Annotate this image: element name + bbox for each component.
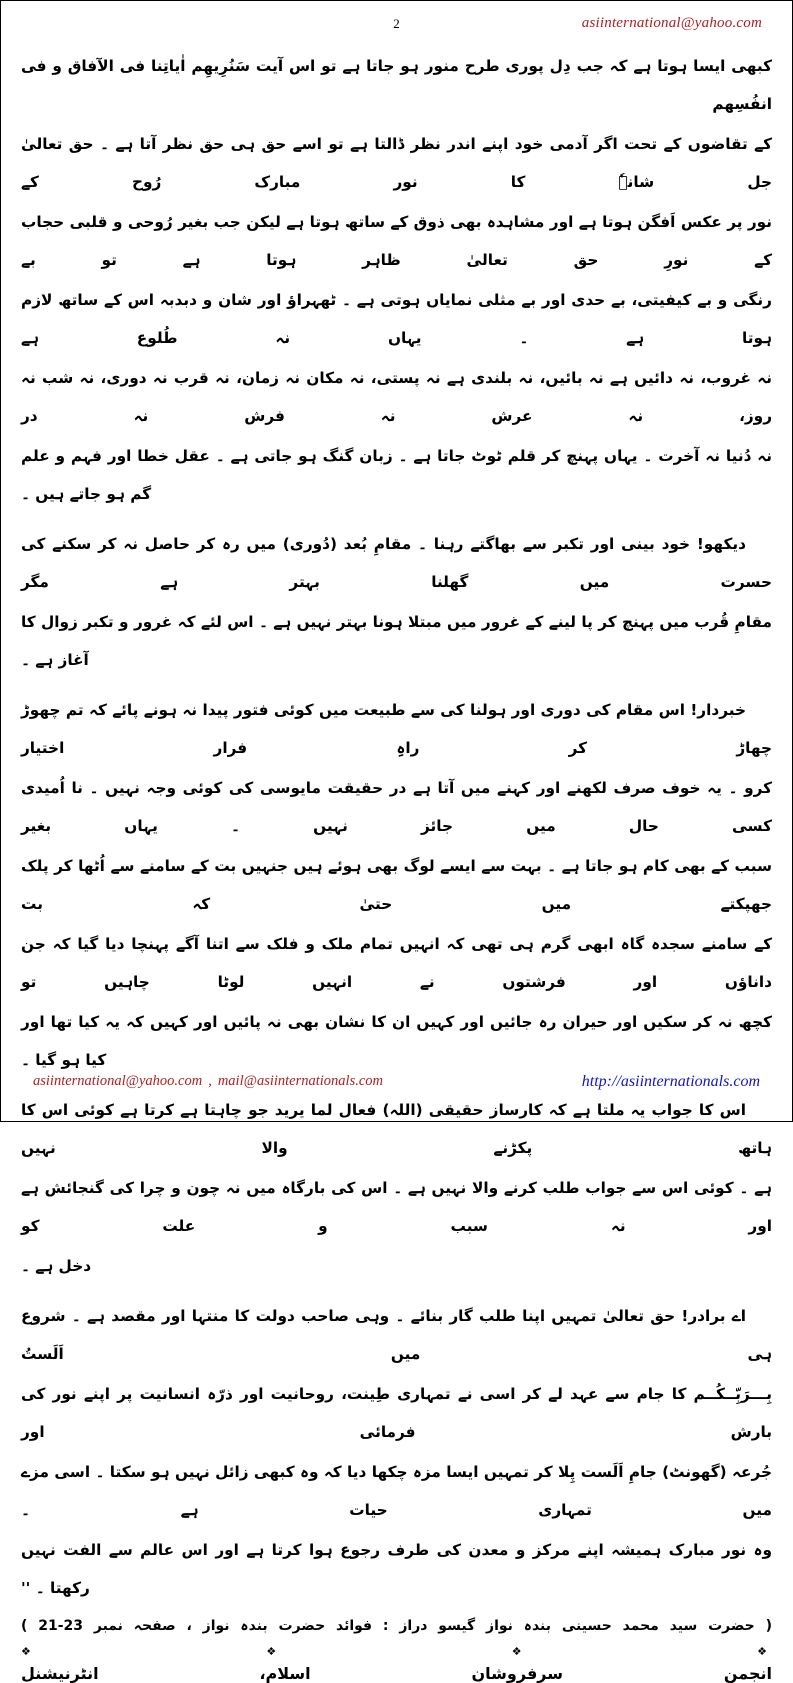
footer-emails (33, 1073, 383, 1090)
paragraph-gap (21, 681, 772, 691)
paragraph-line: اے برادر! حق تعالیٰ تمہیں اپنا طلب گار بنائے ۔ وہی صاحب دولت کا منتہا اور مقصد ہے ۔ شروع ہی میں اَلَستُ (21, 1307, 772, 1363)
page-header (15, 15, 778, 41)
paragraph-gap (21, 1287, 772, 1297)
paragraph-line: جُرعہ (گھونٹ) جامِ اَلَست پِلا کر تمہیں ایسا مزہ چکھا دیا کہ وہ کبھی زائل نہیں ہو سکتا ۔ اسی مزے میں تمہاری حیات ہے ۔ (21, 1463, 772, 1519)
paragraph-line: وہ نور مبارک ہمیشہ اپنے مرکز و معدن کی طرف رجوع ہوا کرتا ہے اور اس عالم سے الفت نہیں رکھتا ۔ '' (21, 1541, 772, 1597)
paragraph-line: کے سامنے سجدہ گاہ ابھی گرم ہی تھی کہ انہیں تمام ملک و فلک سے اتنا آگے پہنچا دیا گیا کہ جن داناؤں اور فرشتوں نے انہیں لوٹا چاہیں تو (21, 935, 772, 991)
footer-email-separator: , (208, 1073, 212, 1089)
paragraph-line: کبھی ایسا ہوتا ہے کہ جب دِل پوری طرح منور ہو جاتا ہے تو اس آیت سَنُرِیھِم اٰیاتِنا فی الآفاق و فی انفُسِھم (21, 57, 772, 113)
paragraph-line: ہے ۔ کوئی اس سے جواب طلب کرنے والا نہیں ہے ۔ اس کی بارگاہ میں نہ چون و چرا کی گنجائش ہے اور نہ سبب و علت کو (21, 1179, 772, 1235)
header-email: asiinternational@yahoo.com (581, 15, 762, 31)
page-inner (15, 15, 778, 1683)
paragraph-line: بِـــرَبِّــکُــم کا جام سے عہد لے کر اسی نے تمہاری طِینت، روحانیت اور ذرّہ انسانیت پر اپنے نور کی بارش فرمائی اور (21, 1385, 772, 1441)
paragraph-line: کرو ۔ یہ خوف صرف لکھنے اور کہنے میں آتا ہے در حقیقت مایوسی کی کوئی وجہ نہیں ۔ نا اُمیدی کسی حال میں جائز نہیں ۔ یہاں بغیر (21, 779, 772, 835)
paragraph-line: نہ غروب، نہ دائیں ہے نہ بائیں، نہ بلندی ہے نہ پستی، نہ مکان نہ زمان، نہ قرب نہ دوری، نہ شب نہ روز، نہ عرش نہ فرش نہ در (21, 369, 772, 425)
organization-name: انجمن سرفروشانِ اسلام، انٹرنیشنل (21, 1664, 772, 1683)
paragraph-line: سبب کے بھی کام ہو جاتا ہے ۔ بہت سے ایسے لوگ بھی ہوئے ہیں جنہیں بت کے سامنے سے اُٹھا کر پلک جھپکتے میں حتیٰ کہ بت (21, 857, 772, 913)
paragraph-line: دخل ہے ۔ (21, 1257, 92, 1275)
paragraph-line: کے تقاضوں کے تحت اگر آدمی خود اپنے اندر نظر ڈالتا ہے تو اسے حق ہی حق نظر آتا ہے ۔ حق تعالیٰ جل شانہٗ کا نور مبارک رُوح کے (21, 135, 772, 191)
diamond-divider-icon: ❖ ❖ ❖ ❖ (21, 1645, 772, 1658)
paragraph-line: اس کا جواب یہ ملتا ہے کہ کارساز حقیقی (اللہ) فعال لما یرید جو چاہتا ہے کرتا ہے کوئی اس کا ہاتھ پکڑنے والا نہیں (21, 1101, 772, 1157)
paragraph-line: نہ دُنیا نہ آخرت ۔ یہاں پہنچ کر قلم ٹوٹ جاتا ہے ۔ زبان گنگ ہو جاتی ہے ۔ عقل خطا اور فہم و علم گم ہو جاتے ہیں ۔ (21, 447, 772, 503)
paragraph-line: کچھ نہ کر سکیں اور حیران رہ جائیں اور کہیں ان کا نشان بھی نہ پائیں اور کہیں کہ یہ کیا تھا اور کیا ہو گیا ۔ (21, 1013, 772, 1069)
footer-email-primary[interactable]: asiinternational@yahoo.com (33, 1073, 203, 1089)
paragraph-gap (21, 515, 772, 525)
paragraph-line: خبردار! اس مقام کی دوری اور ہولنا کی سے طبیعت میں کوئی فتور پیدا نہ ہونے پائے کہ تم چھوڑ چھاڑ کر راہِ فرار اختیار (21, 701, 772, 757)
footer-website-link[interactable]: http://asiinternationals.com (581, 1073, 760, 1090)
paragraph-line: مقامِ قُرب میں پہنچ کر پا لینے کے غرور میں مبتلا ہونا بہتر نہیں ہے ۔ اس لئے کہ غرور و تکبر زوال کا آغاز ہے ۔ (21, 613, 772, 669)
footer-email-secondary[interactable]: mail@asiinternationals.com (217, 1073, 384, 1089)
paragraph-line: نور پر عکس اَفگن ہوتا ہے اور مشاہدہ بھی ذوق کے ساتھ ہوتا ہے لیکن جب بغیر رُوحی و قلبی حجاب کے نورِ حق تعالیٰ ظاہر ہوتا ہے تو بے (21, 213, 772, 269)
page-footer (25, 1073, 768, 1099)
paragraph-line: دیکھو! خود بینی اور تکبر سے بھاگتے رہنا ۔ مقامِ بُعد (دُوری) میں رہ کر حاصل نہ کر سکنے کی حسرت میں گھلنا بہتر ہے مگر (21, 535, 772, 591)
page-number: 2 (393, 16, 400, 31)
source-citation: ( حضرت سید محمد حسینی بندہ نواز گیسو دراز : فوائد حضرت بندہ نواز ، صفحہ نمبر 23-21 ) (21, 1618, 772, 1634)
paragraph-line: رنگی و بے کیفیتی، بے حدی اور بے مثلی نمایاں ہوتی ہے ۔ ٹھہراؤ اور شان و دبدبہ اس کے ساتھ لازم ہوتا ہے ۔ یہاں نہ طُلوع ہے (21, 291, 772, 347)
